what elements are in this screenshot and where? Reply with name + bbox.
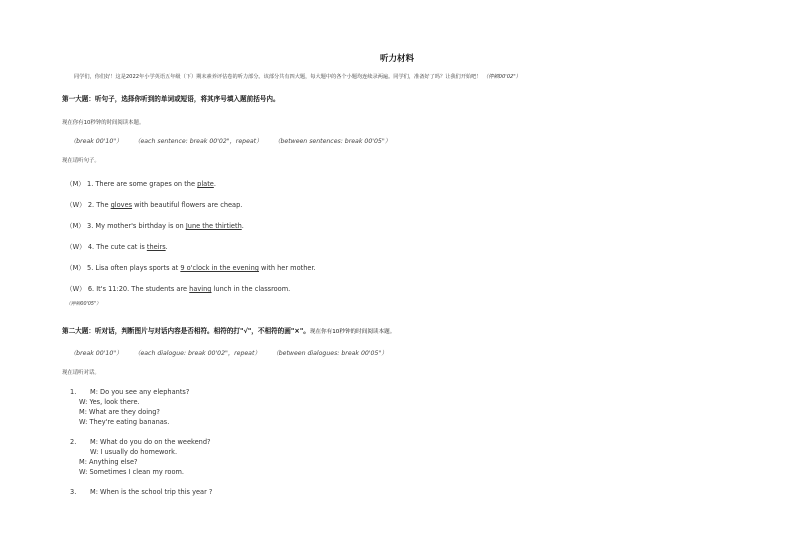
dialogue-line: M: When is the school trip this year ? bbox=[90, 488, 213, 496]
part2-heading-tail: 现在你有10秒钟的时间阅读本题。 bbox=[309, 329, 396, 335]
question-text: The bbox=[96, 201, 111, 209]
part1-reading-time: 现在你有10秒钟的时间阅读本题。 bbox=[62, 120, 145, 126]
question-item bbox=[66, 199, 242, 209]
part1-timing bbox=[70, 136, 401, 145]
question-text-end: lunch in the classroom. bbox=[211, 285, 291, 293]
speaker: （W） bbox=[66, 243, 86, 251]
speaker: （M） bbox=[66, 222, 85, 230]
question-text: There are some grapes on the bbox=[95, 180, 198, 188]
dialogue-line: M: What are they doing? bbox=[79, 408, 160, 416]
dialogue-line: W: Sometimes I clean my room. bbox=[79, 468, 185, 476]
dialogue-line: W: Yes, look there. bbox=[79, 398, 140, 406]
question-key: plate bbox=[197, 180, 214, 188]
page-title: 听力材料 bbox=[379, 54, 414, 64]
speaker: （M） bbox=[66, 180, 85, 188]
speaker: （M） bbox=[66, 264, 85, 272]
speaker: （W） bbox=[66, 285, 86, 293]
dialogue-number: 1. bbox=[70, 388, 77, 396]
timing-break: （break 00'10"） bbox=[70, 138, 123, 145]
question-number: 1. bbox=[87, 180, 94, 188]
part2-timing bbox=[70, 348, 397, 357]
part1-listen-prompt: 现在请听句子。 bbox=[62, 158, 100, 164]
question-text-end: . bbox=[241, 222, 244, 230]
question-text-end: . bbox=[165, 243, 168, 251]
question-key: having bbox=[189, 285, 212, 293]
question-item bbox=[66, 220, 244, 230]
question-key: gloves bbox=[110, 201, 133, 209]
question-item bbox=[66, 241, 168, 251]
part2-heading-main: 第二大题：听对话，判断图片与对话内容是否相符。相符的打"√"，不相符的画"×"。 bbox=[62, 327, 310, 335]
intro-paragraph bbox=[74, 73, 521, 80]
question-item bbox=[66, 178, 216, 188]
question-number: 4. bbox=[87, 243, 95, 251]
question-text: It's 11:20. The students are bbox=[96, 285, 190, 293]
question-key: June the thirtieth bbox=[185, 222, 242, 230]
question-text: Lisa often plays sports at bbox=[95, 264, 181, 272]
dialogue-line: M: What do you do on the weekend? bbox=[90, 438, 211, 446]
part1-pause: （停顿00'05"） bbox=[66, 302, 101, 307]
part2-listen-prompt: 现在请听对话。 bbox=[62, 370, 100, 376]
dialogue-line: M: Do you see any elephants? bbox=[90, 388, 190, 396]
question-item bbox=[66, 262, 316, 272]
timing-each: （each sentence: break 00'02"，repeat） bbox=[134, 138, 263, 145]
question-text: My mother's birthday is on bbox=[95, 222, 186, 230]
question-text-end: . bbox=[213, 180, 216, 188]
question-text-end: with beautiful flowers are cheap. bbox=[132, 201, 243, 209]
question-key: theirs bbox=[146, 243, 166, 251]
question-number: 5. bbox=[87, 264, 94, 272]
question-key: 9 o'clock in the evening bbox=[180, 264, 259, 272]
dialogue-number: 3. bbox=[70, 488, 77, 496]
question-number: 2. bbox=[87, 201, 95, 209]
question-text: The cute cat is bbox=[96, 243, 147, 251]
timing-between: （between sentences: break 00'05"） bbox=[274, 138, 391, 145]
timing-each: （each dialogue: break 00'02"，repeat） bbox=[134, 350, 261, 357]
timing-break: （break 00'10"） bbox=[70, 350, 123, 357]
timing-between: （between dialogues: break 00'05"） bbox=[272, 350, 388, 357]
dialogue-number: 2. bbox=[70, 438, 77, 446]
intro-text: 同学们，你们好！这是2022年小学英语五年级（下）期末素养评估卷的听力部分。该部分共有四大题，每大题中的各个小题均连续录两遍。同学们，准备好了吗？让我们开始吧！ bbox=[74, 74, 482, 80]
part1-heading: 第一大题：听句子，选择你听到的单词或短语，将其序号填入题前括号内。 bbox=[62, 95, 280, 103]
question-text-end: with her mother. bbox=[258, 264, 316, 272]
dialogue-line: M: Anything else? bbox=[79, 458, 138, 466]
speaker: （W） bbox=[66, 201, 86, 209]
question-item bbox=[66, 283, 290, 293]
dialogue-line: W: I usually do homework. bbox=[90, 448, 178, 456]
question-number: 3. bbox=[87, 222, 94, 230]
part2-heading bbox=[62, 325, 395, 335]
dialogue-line: W: They're eating bananas. bbox=[79, 418, 170, 426]
question-number: 6. bbox=[87, 285, 95, 293]
intro-pause: （停顿00'02"） bbox=[483, 74, 521, 80]
